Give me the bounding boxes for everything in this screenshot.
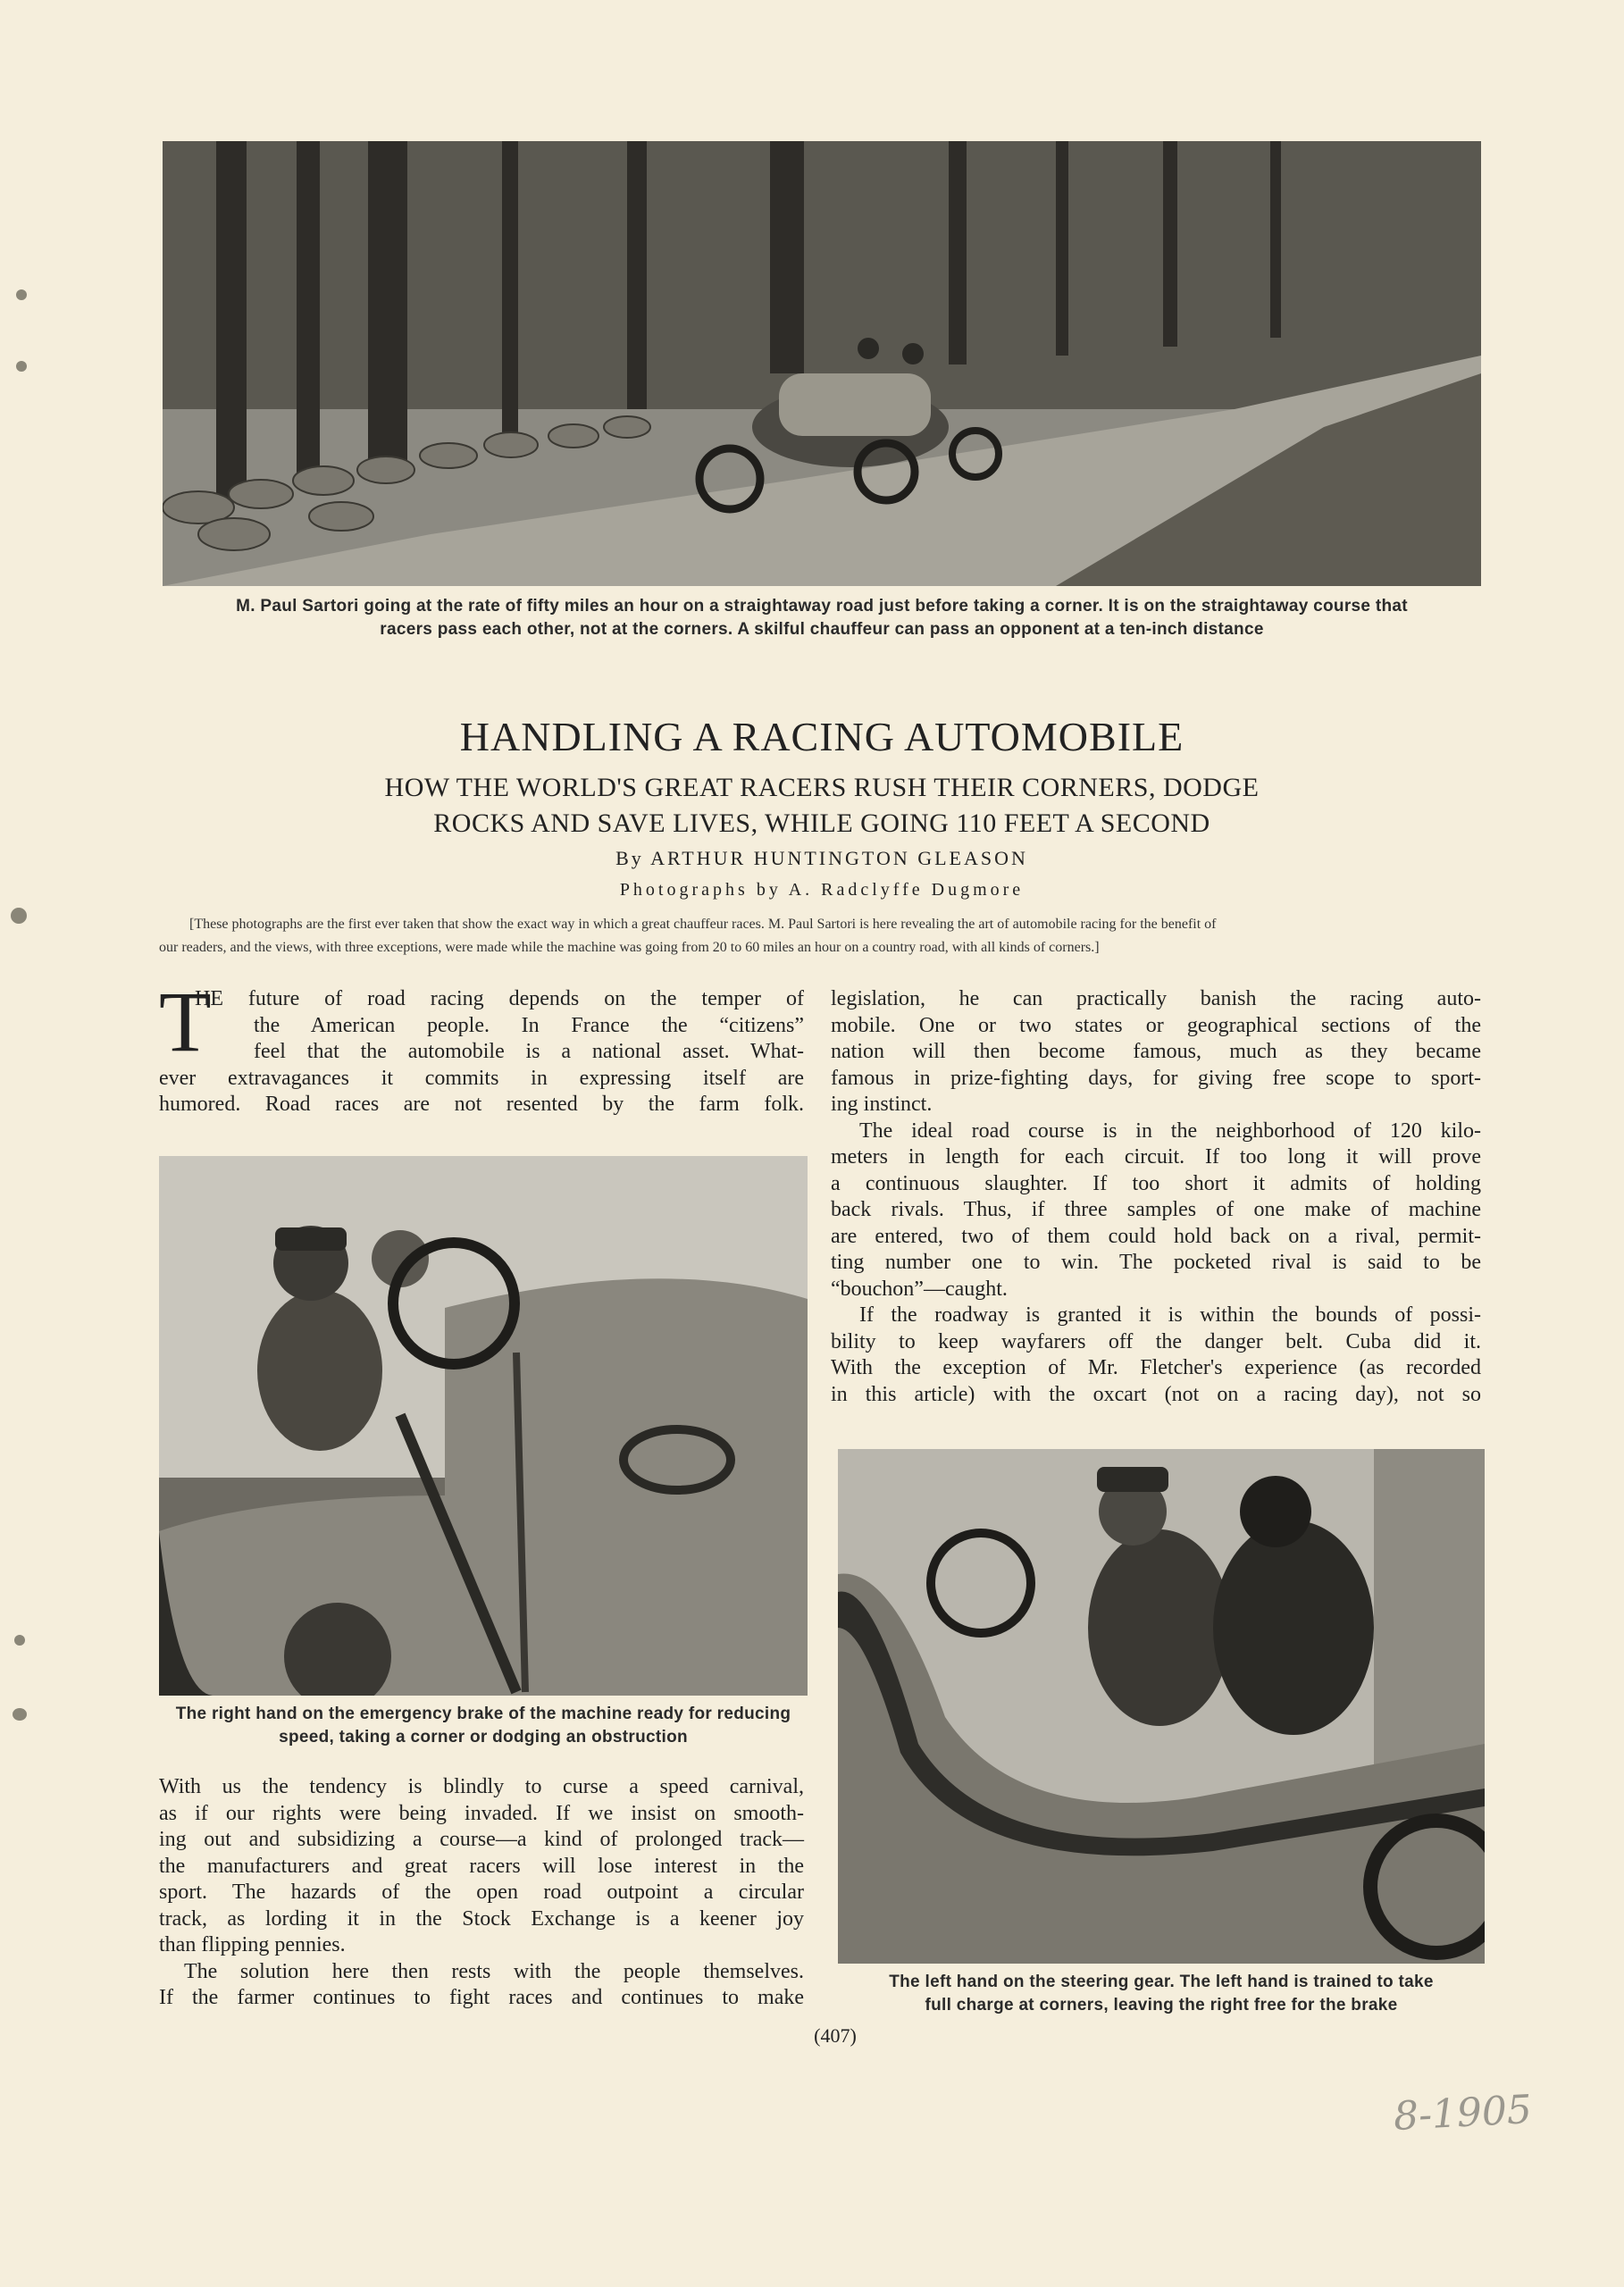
left-column-top [159, 986, 804, 1118]
text-line: are entered, two of them could hold back on a rival, permit- [831, 1224, 1481, 1248]
text-line: than flipping pennies. [159, 1933, 346, 1956]
text-line: mobile. One or two states or geographical sections of the [831, 1013, 1481, 1037]
note-line: [These photographs are the first ever taken that show the exact way in which a great chauffeur races. M. Paul Sartori is here revealing the art of automobile racing for the benefit of [189, 917, 1217, 932]
text-line: If the roadway is granted it is within the bounds of possi- [859, 1303, 1481, 1327]
drop-cap: T [159, 974, 212, 1069]
binding-hole [14, 1635, 25, 1646]
binding-hole [11, 908, 27, 924]
text-line: as if our rights were being invaded. If we insist on smooth- [159, 1801, 804, 1825]
left-photo-caption [148, 1703, 818, 1749]
text-line: If the farmer continues to fight races and continues to make [159, 1986, 804, 2009]
top-photo-caption [143, 595, 1501, 641]
text-line: humored. Road races are not resented by the farm folk. [159, 1093, 804, 1116]
text-line: ing out and subsidizing a course—a kind of prolonged track— [159, 1828, 804, 1851]
text-line: bility to keep wayfarers off the danger belt. Cuba did it. [831, 1329, 1481, 1353]
caption-line: The left hand on the steering gear. The left hand is trained to take [889, 1973, 1434, 1991]
binding-hole [16, 289, 27, 300]
text-line: “bouchon”—caught. [831, 1277, 1008, 1301]
photo-credit: Photographs by A. Radclyffe Dugmore [619, 880, 1025, 900]
caption-line: M. Paul Sartori going at the rate of fifty miles an hour on a straightaway road just before taking a corner. It is on the straightaway course that [236, 597, 1408, 616]
text-line: The solution here then rests with the people themselves. [184, 1959, 804, 1983]
right-photo-hand-on-steering [838, 1449, 1485, 1964]
text-line: feel that the automobile is a national asset. What- [254, 1040, 804, 1063]
text-line: sport. The hazards of the open road outpoint a circular [159, 1881, 804, 1904]
text-line: With us the tendency is blindly to curse a speed carnival, [159, 1775, 804, 1798]
text-line: track, as lording it in the Stock Exchange is a keener joy [159, 1906, 804, 1931]
handwritten-date: 8-1905 [1392, 2086, 1534, 2140]
text-line: nation will then become famous, much as they became [831, 1040, 1481, 1063]
left-column-bottom [159, 1774, 804, 2012]
page-number: (407) [814, 2024, 857, 2047]
text-line: in this article) with the oxcart (not on a racing day), not so [831, 1382, 1481, 1406]
text-line: The ideal road course is in the neighborhood of 120 kilo- [859, 1118, 1481, 1143]
text-line: the manufacturers and great racers will lose interest in the [159, 1854, 804, 1878]
text-line: ing instinct. [831, 1093, 933, 1116]
text-line: famous in prize-fighting days, for giving free scope to sport- [831, 1066, 1481, 1090]
caption-line: The right hand on the emergency brake of the machine ready for reducing [175, 1705, 791, 1723]
caption-line: full charge at corners, leaving the right free for the brake [925, 1996, 1398, 2015]
right-photo-caption [827, 1971, 1495, 2017]
text-line: back rivals. Thus, if three samples of one make of machine [831, 1198, 1481, 1221]
left-photo-hand-on-brake [159, 1156, 808, 1696]
caption-line: speed, taking a corner or dodging an obstruction [279, 1728, 688, 1747]
article-subtitle [223, 770, 1420, 842]
byline: By ARTHUR HUNTINGTON GLEASON [615, 847, 1028, 869]
caption-line: racers pass each other, not at the corners. A skilful chauffeur can pass an opponent at a ten-inch distance [380, 620, 1264, 639]
text-line: meters in length for each circuit. If too long it will prove [831, 1145, 1481, 1169]
text-line: ever extravagances it commits in expressing itself are [159, 1066, 804, 1090]
article-title: HANDLING A RACING AUTOMOBILE [459, 714, 1185, 759]
subtitle-line: ROCKS AND SAVE LIVES, WHILE GOING 110 FEET A SECOND [433, 808, 1210, 838]
subtitle-line: HOW THE WORLD'S GREAT RACERS RUSH THEIR CORNERS, DODGE [384, 773, 1260, 802]
text-line: HE future of road racing depends on the temper of [195, 987, 804, 1010]
text-line: With the exception of Mr. Fletcher's experience (as recorded [831, 1356, 1481, 1379]
top-photo-racing-car-on-road [163, 141, 1481, 586]
text-line: legislation, he can practically banish the racing auto- [831, 987, 1481, 1010]
text-line: a continuous slaughter. If too short it admits of holding [831, 1171, 1481, 1195]
right-column [831, 986, 1481, 1408]
binding-hole [13, 1708, 27, 1721]
text-line: the American people. In France the “citizens” [254, 1013, 804, 1037]
binding-hole [16, 361, 27, 372]
note-line: our readers, and the views, with three exceptions, were made while the machine was going from 20 to 60 miles an hour on a country road, with all kinds of corners.] [159, 940, 1100, 955]
editor-note [159, 913, 1481, 959]
text-line: ting number one to win. The pocketed rival is said to be [831, 1251, 1481, 1274]
